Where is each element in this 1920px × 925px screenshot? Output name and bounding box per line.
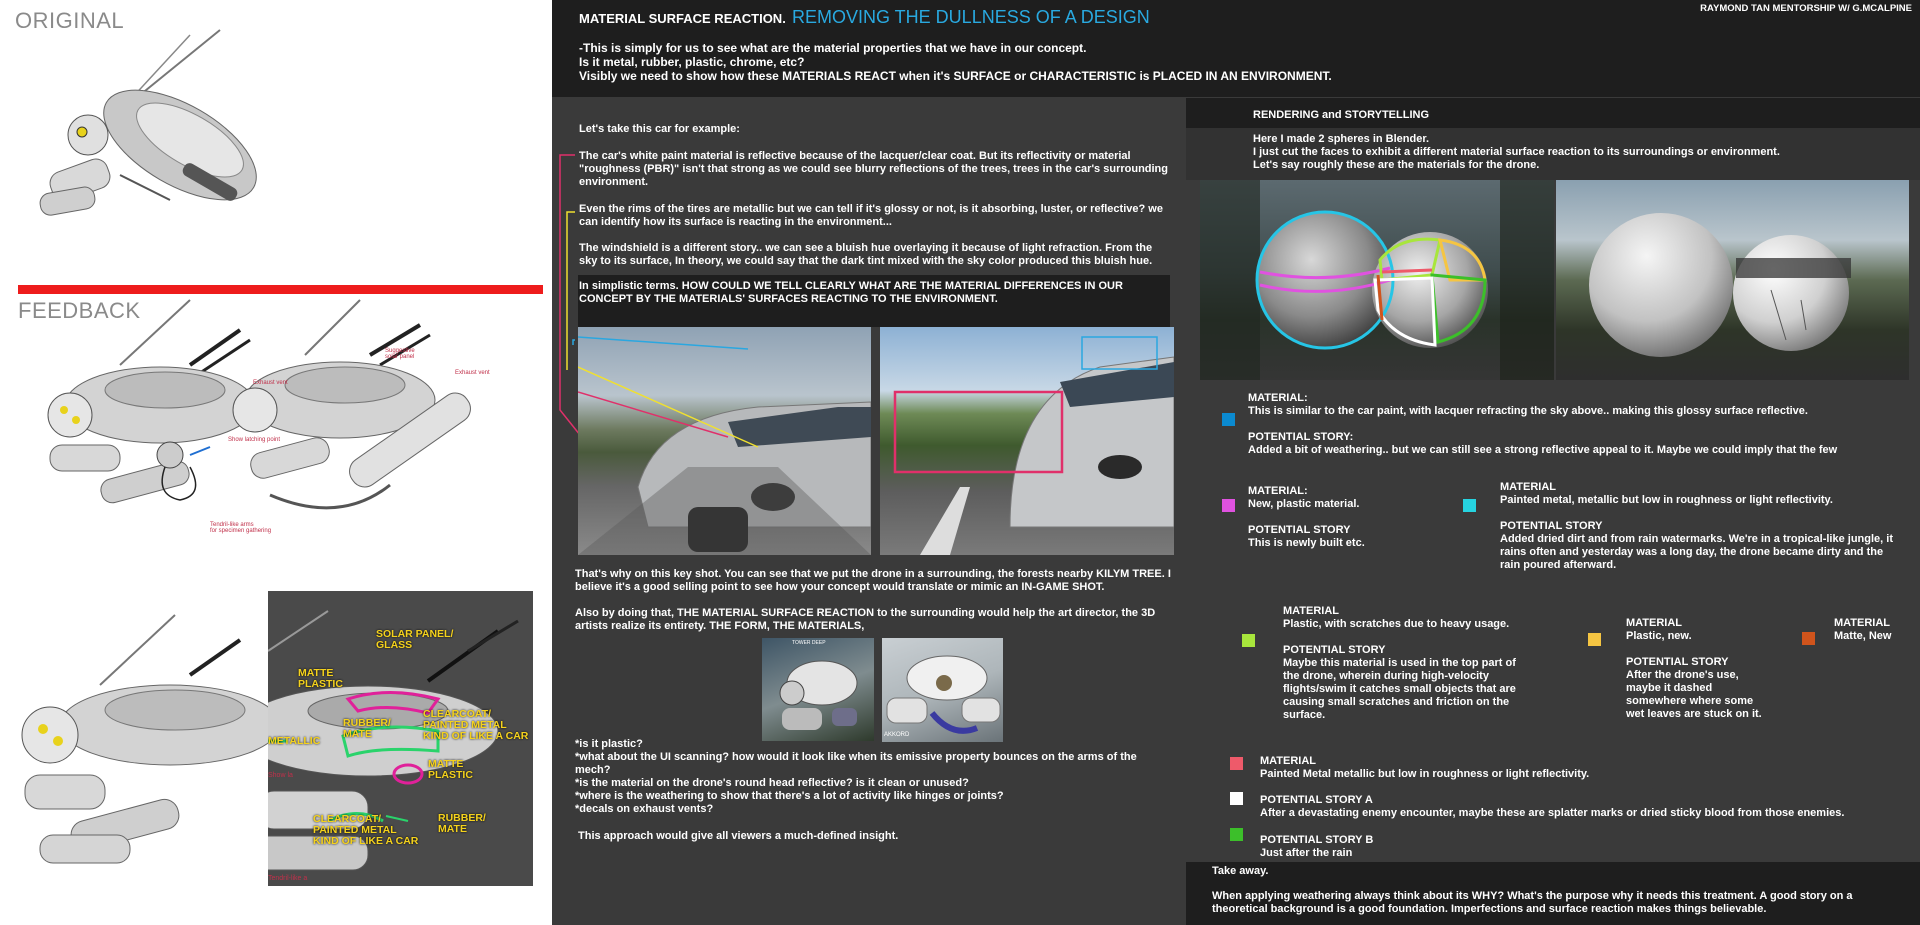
rendering-intro-box <box>1186 98 1920 180</box>
swatch-blue <box>1222 413 1235 426</box>
bottom-drone-sketch <box>10 585 270 885</box>
keyshot-thumbnail-2 <box>882 638 1003 742</box>
car-paragraph-2: Even the rims of the tires are metallic but we can tell if it's glossy or not, is it absorbing, luster, or reflective? we can identify how its surface is reacting in the environment... <box>579 203 1163 228</box>
credit-text: RAYMOND TAN MENTORSHIP W/ G.MCALPINE <box>1700 3 1912 14</box>
rendering-line-2: I just cut the faces to exhibit a different material surface reaction to its surroundings or environment. <box>1253 146 1780 158</box>
keyshot-paragraph-1: That's why on this key shot. You can see that we put the drone in a surrounding, the forests nearby KILYM TREE. I believe it's a good selling point to see how your concept would translate or mimic an IN-GAME SHOT. <box>575 568 1171 593</box>
car-paragraph-3: The windshield is a different story.. we can see a bluish hue overlaying it because of light refraction. From the sky to its surface, In theory, we could say that the dark tint mixed with the sky color produced this bluish hue. <box>579 242 1153 267</box>
swatch-red <box>1230 757 1243 770</box>
question-4: *where is the weathering to show that there's a lot of activity like hinges or joints? <box>575 790 1004 802</box>
original-title: ORIGINAL <box>15 8 125 33</box>
mat-lime-label: MATERIAL <box>1283 605 1340 617</box>
story-a-label: POTENTIAL STORY A <box>1260 794 1373 806</box>
car-intro: Let's take this car for example: <box>579 123 740 135</box>
keyshot-thumbnail-2-render <box>882 638 1003 742</box>
car-photo-2-render <box>880 327 1174 555</box>
header-line-3: Visibly we need to show how these MATERIALS REACT when it's SURFACE or CHARACTERISTIC is PLACED IN AN ENVIRONMENT. <box>579 69 1332 83</box>
simplistic-terms-box <box>578 275 1170 327</box>
label-clearcoat-1: CLEARCOAT/ PAINTED METAL KIND OF LIKE A CAR <box>423 708 529 742</box>
note-show-label: Show la <box>268 772 293 779</box>
mat-blue-label: MATERIAL: <box>1248 392 1308 404</box>
sphere-render-annotated-graphic <box>1200 180 1554 380</box>
keyshot-thumbnail-1 <box>762 638 874 741</box>
question-1: *is it plastic? <box>575 738 643 750</box>
car-photo-1-render <box>578 327 871 555</box>
mat-cyan-label: MATERIAL <box>1500 481 1557 493</box>
swatch-green <box>1230 828 1243 841</box>
swatch-orange <box>1802 632 1815 645</box>
mat-cyan-story-label: POTENTIAL STORY <box>1500 520 1603 532</box>
label-rubber-mate-1: RUBBER/ MATE <box>343 717 391 740</box>
keyshot-thumbnail-1-render <box>762 638 874 741</box>
mat-red-text: Painted Metal metallic but low in roughness or light reflectivity. <box>1260 768 1590 780</box>
label-matte-plastic-1: MATTE PLASTIC <box>298 667 343 690</box>
header-title-blue: REMOVING THE DULLNESS OF A DESIGN <box>792 7 1150 27</box>
label-matte-plastic-2: MATTE PLASTIC <box>428 758 473 781</box>
mat-lime-text: Plastic, with scratches due to heavy usage. <box>1283 618 1510 630</box>
mat-red-label: MATERIAL <box>1260 755 1317 767</box>
story-b-label: POTENTIAL STORY B <box>1260 834 1374 846</box>
mat-cyan-story-text: Added dried dirt and from rain watermarks. We're in a tropical-like jungle, it rains often and yesterday was a long day, the drone became dirty and the rain poured afterward. <box>1500 533 1893 571</box>
note-show-latching: Show latching point <box>228 437 281 443</box>
label-clearcoat-2: CLEARCOAT/ PAINTED METAL KIND OF LIKE A CAR <box>313 813 419 847</box>
sphere-render-annotated <box>1200 180 1554 380</box>
mat-cyan-text: Painted metal, metallic but low in roughness or light reflectivity. <box>1500 494 1833 506</box>
car-photo-1 <box>578 327 871 555</box>
mat-magenta-story-text: This is newly built etc. <box>1248 537 1365 549</box>
mat-magenta-text: New, plastic material. <box>1248 498 1360 510</box>
note-tendril-arms: Tendril-like arms for specimen gathering <box>210 522 272 534</box>
note-tendril-label: Tendril-like a <box>268 875 308 882</box>
closing-text: This approach would give all viewers a much-defined insight. <box>578 830 899 842</box>
original-drone-illustration <box>30 25 260 235</box>
swatch-white <box>1230 792 1243 805</box>
story-b-text: Just after the rain <box>1260 847 1353 859</box>
header-band <box>552 0 1920 97</box>
swatch-cyan <box>1463 499 1476 512</box>
mat-orange-label: MATERIAL <box>1834 617 1891 629</box>
thumb-label-1: TOWER DEEP <box>792 640 826 646</box>
header-line-1: -This is simply for us to see what are the material properties that we have in our concept. <box>579 41 1087 55</box>
takeaway-title: Take away. <box>1212 865 1269 877</box>
feedback-sketch-illustration <box>40 295 550 545</box>
rendering-title: RENDERING and STORYTELLING <box>1253 109 1430 121</box>
mat-blue-text: This is similar to the car paint, with lacquer refracting the sky above.. making this glossy surface reflective. <box>1248 405 1808 417</box>
mat-lime-story-label: POTENTIAL STORY <box>1283 644 1386 656</box>
mat-magenta-story-label: POTENTIAL STORY <box>1248 524 1351 536</box>
mat-blue-story-label: POTENTIAL STORY: <box>1248 431 1354 443</box>
rendering-line-1: Here I made 2 spheres in Blender. <box>1253 133 1430 145</box>
note-exhaust-vent-1: Exhaust vent <box>253 380 288 386</box>
note-exhaust-vent-2: Exhaust vent <box>455 370 490 376</box>
swatch-magenta <box>1222 499 1235 512</box>
label-rubber-mate-2: RUBBER/ MATE <box>438 812 486 835</box>
sphere-render-clean-graphic <box>1556 180 1909 380</box>
label-solar-panel: SOLAR PANEL/ GLASS <box>376 628 454 651</box>
mat-yellow-story-label: POTENTIAL STORY <box>1626 656 1729 668</box>
mat-magenta-label: MATERIAL: <box>1248 485 1308 497</box>
original-feedback-panel <box>0 0 552 925</box>
mat-yellow-story-text: After the drone's use, maybe it dashed somewhere where some wet leaves are stuck on it. <box>1626 669 1762 720</box>
header-line-2: Is it metal, rubber, plastic, chrome, etc? <box>579 55 805 69</box>
annotated-material-callout-image <box>268 591 533 886</box>
question-5: *decals on exhaust vents? <box>575 803 714 815</box>
takeaway-text: When applying weathering always think about its WHY? What's the purpose why it needs this treatment. A good story on a theoretical background is a good foundation. Imperfections and surface reaction makes things believable. <box>1212 890 1853 915</box>
takeaway-box <box>1186 862 1920 925</box>
car-paragraph-1: The car's white paint material is reflective because of the lacquer/clear coat. But its reflectivity or material "roughness (PBR)" isn't that strong as we could see blurry reflections of the trees, trees in the car's surrounding environment. <box>579 150 1168 188</box>
mat-yellow-label: MATERIAL <box>1626 617 1683 629</box>
rendering-line-3: Let's say roughly these are the materials for the drone. <box>1253 159 1540 171</box>
section-divider-bar <box>18 285 543 294</box>
car-photo-2 <box>880 327 1174 555</box>
feedback-title: FEEDBACK <box>18 298 141 323</box>
swatch-lime <box>1242 634 1255 647</box>
sphere-render-clean <box>1556 180 1909 380</box>
mat-blue-story-text: Added a bit of weathering.. but we can still see a strong reflective appeal to it. Maybe we could imply that the few <box>1248 444 1838 456</box>
story-a-text: After a devastating enemy encounter, maybe these are splatter marks or dried sticky blood from those enemies. <box>1260 807 1845 819</box>
note-suggestive-solar: Suggestive solar panel <box>385 348 415 360</box>
question-2: *what about the UI scanning? how would it look like when its emissive property bounces on the arms of the mech? <box>575 751 1137 776</box>
thumb-label-2: AKKORD <box>884 732 910 738</box>
mat-lime-story-text: Maybe this material is used in the top part of the drone, wherein during high-velocity flights/swim it catches small objects that are causing small scratches and friction on the surface. <box>1283 657 1516 721</box>
swatch-yellow <box>1588 633 1601 646</box>
mat-orange-text: Matte, New <box>1834 630 1892 642</box>
mat-yellow-text: Plastic, new. <box>1626 630 1692 642</box>
header-title-white: MATERIAL SURFACE REACTION. <box>579 11 786 26</box>
question-3: *is the material on the drone's round head reflective? is it clean or unused? <box>575 777 969 789</box>
keyshot-paragraph-2: Also by doing that, THE MATERIAL SURFACE REACTION to the surrounding would help the art director, the 3D artists realize its entirety. THE FORM, THE MATERIALS, <box>575 607 1156 632</box>
car-paragraph-4: In simplistic terms. HOW COULD WE TELL CLEARLY WHAT ARE THE MATERIAL DIFFERENCES IN OUR CONCEPT BY THE MATERIALS' SURFACES REACTING TO THE ENVIRONMENT. <box>579 280 1123 305</box>
label-metallic: METALLIC <box>268 735 321 747</box>
